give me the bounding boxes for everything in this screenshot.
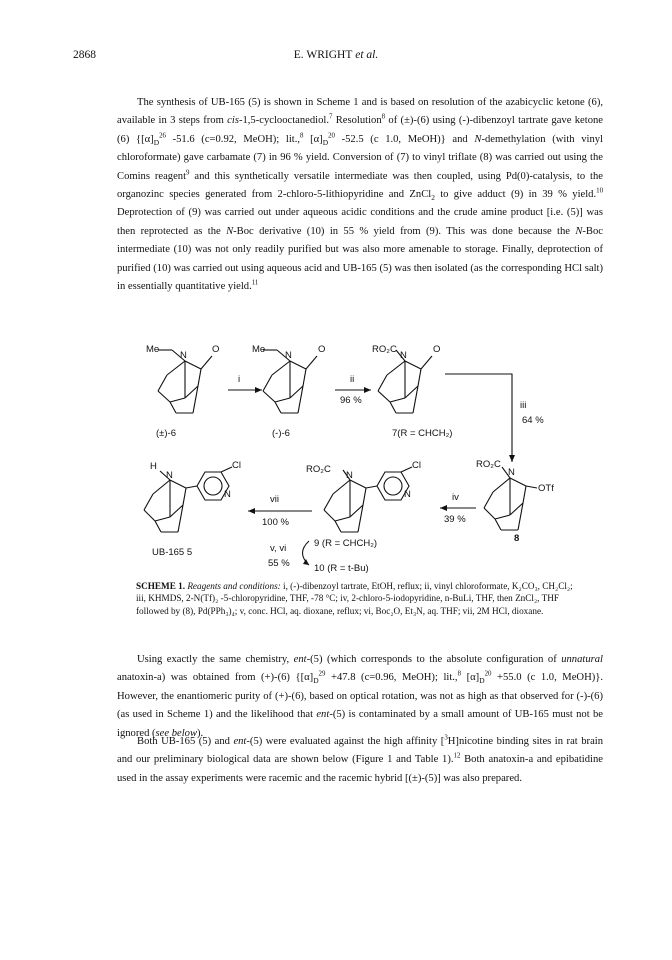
caption-title: SCHEME 1. (136, 581, 186, 591)
paragraph-synthesis: The synthesis of UB-165 (5) is shown in Scheme 1 and is based on resolution of the azabicyclic ketone (6), available in 3 steps from cis-1,5-cyclooctanediol.$^7$ Resolution$^8$ of (±)-(6) using (-)-dibenzoyl tartrate gave ketone (6) {$[\alpha]_D^{26}$ -51.6 (c=0.92, MeOH); lit.,$^8$ $[\alpha]_D^{20}$ -52.5 (c 1.0, MeOH)} and N-demethylation (with vinyl chloroformate) gave carbamate (7) in 96 % yield. Conversion of (7) to vinyl triflate (8) was carried out using the Comins reagent$^9$ and this synthetically versatile intermediate was then coupled, using Pd(0)-catalysis, to the organozinc species generated from 2-chloro-5-lithiopyridine and ZnCl$_2$ to give adduct (9) in 39 % yield.$^{10}$ Deprotection of (9) was carried out under aqueous acidic conditions and the crude amine product [i.e. (5)] was then reprotected as the N-Boc derivative (10) in 55 % yield from (9). This was done because the N-Boc intermediate (10) was not only readily purified but was also more amenable to storage. Finally, deprotection of purified (10) was carried out using aqueous acid and UB-165 (5) was then isolated (as the corresponding HCl salt) in essentially quantitative yield.$^{11}$ (117, 97, 604, 293)
methyl-label: Me (252, 344, 266, 355)
step-label-i: i (238, 374, 241, 385)
oxygen-label: O (212, 344, 220, 355)
chlorine-label: Cl (232, 460, 241, 471)
pyridine-nitrogen-label: N (224, 489, 231, 500)
yield-label-iii: 64 % (522, 415, 544, 426)
arrow-step-iii (445, 374, 512, 462)
pyridine-nitrogen-label: N (404, 489, 411, 500)
compound-ub-165 (144, 467, 232, 532)
nitrogen-label: N (346, 470, 353, 481)
yield-label-iv: 39 % (444, 514, 466, 525)
oxygen-label: O (318, 344, 326, 355)
nitrogen-label: N (166, 470, 173, 481)
caption-text: i, (-)-dibenzoyl tartrate, EtOH, reflux; ii, vinyl chloroformate, K₂CO₃, CH₂Cl₂; iii, KHMDS, 2-N(Tf)₂ -5-chloropyridine, THF, -78 °C; iv, 2-chloro-5-iodopyridine, n-BuLi, THF, then ZnCl₂, THF followed by (8), Pd(PPh₃)₄; v, conc. HCl, aq. dioxane, reflux; vi, Boc₂O, Et₃N, aq. THF; vii, 2M HCl, dioxane. (136, 581, 573, 616)
methyl-label: Me (146, 344, 160, 355)
running-title: E. WRIGHT et al. (293, 49, 379, 61)
paragraph-enantiomer: Using exactly the same chemistry, ent-(5) (which corresponds to the absolute configuration of unnatural anatoxin-a) was obtained from (+)-(6) {$[\alpha]_D^{29} +47.8$ (c=0.96, MeOH); lit.,$^8$ $[\alpha]_D^{20} +55.0$ (c 1.0, MeOH)}. However, the enantiomeric purity of (+)-(6), based on optical rotation, was not as high as that observed for (-)-(6) (as used in Scheme 1) and the likelihood that ent-(5) is contaminated by a small amount of UB-165 must not be ignored (see below). (117, 654, 603, 739)
nitrogen-label: N (508, 467, 515, 478)
nitrogen-label: N (180, 350, 187, 361)
scheme-caption (136, 580, 580, 617)
step-label-v-vi: v, vi (270, 543, 287, 554)
caption-conditions-label: Reagents and conditions: (187, 581, 281, 591)
compound-label-10: 10 (R = t-Bu) (314, 563, 369, 574)
page-number: 2868 (73, 49, 96, 61)
compound-label-8: 8 (514, 533, 520, 544)
hydrogen-label: H (150, 461, 157, 472)
compound-9-10 (324, 467, 412, 532)
compound-label-ub-165: UB-165 5 (152, 547, 193, 558)
carbamate-label: RO₂C (306, 464, 331, 475)
oxygen-label: O (433, 344, 441, 355)
yield-label-vii: 100 % (262, 517, 289, 528)
carbamate-label: RO₂C (372, 344, 397, 355)
carbamate-label: RO₂C (476, 459, 501, 470)
yield-label-v-vi: 55 % (268, 558, 290, 569)
paragraph-evaluation: Both UB-165 (5) and ent-(5) were evaluated against the high affinity [$^3$H]nicotine binding sites in rat brain and our preliminary biological data are shown below (Figure 1 and Table 1).$^{12}$ Both anatoxin-a and epibatidine used in the assay experiments were racemic and the racemic hybrid [(±)-(5)] was also prepared. (117, 734, 604, 784)
triflate-label: OTf (538, 483, 554, 494)
step-label-vii: vii (270, 494, 279, 505)
nitrogen-label: N (400, 350, 407, 361)
compound-label-minus-6: (-)-6 (272, 428, 290, 439)
step-label-iv: iv (452, 492, 459, 503)
step-label-iii: iii (520, 400, 527, 411)
compound-label-9: 9 (R = CHCH₂) (314, 538, 378, 549)
compound-label-rac-6: (±)-6 (156, 428, 176, 439)
nitrogen-label: N (285, 350, 292, 361)
chlorine-label: Cl (412, 460, 421, 471)
step-label-ii: ii (350, 374, 355, 385)
yield-label-ii: 96 % (340, 395, 362, 406)
compound-label-7: 7(R = CHCH₂) (392, 428, 453, 439)
